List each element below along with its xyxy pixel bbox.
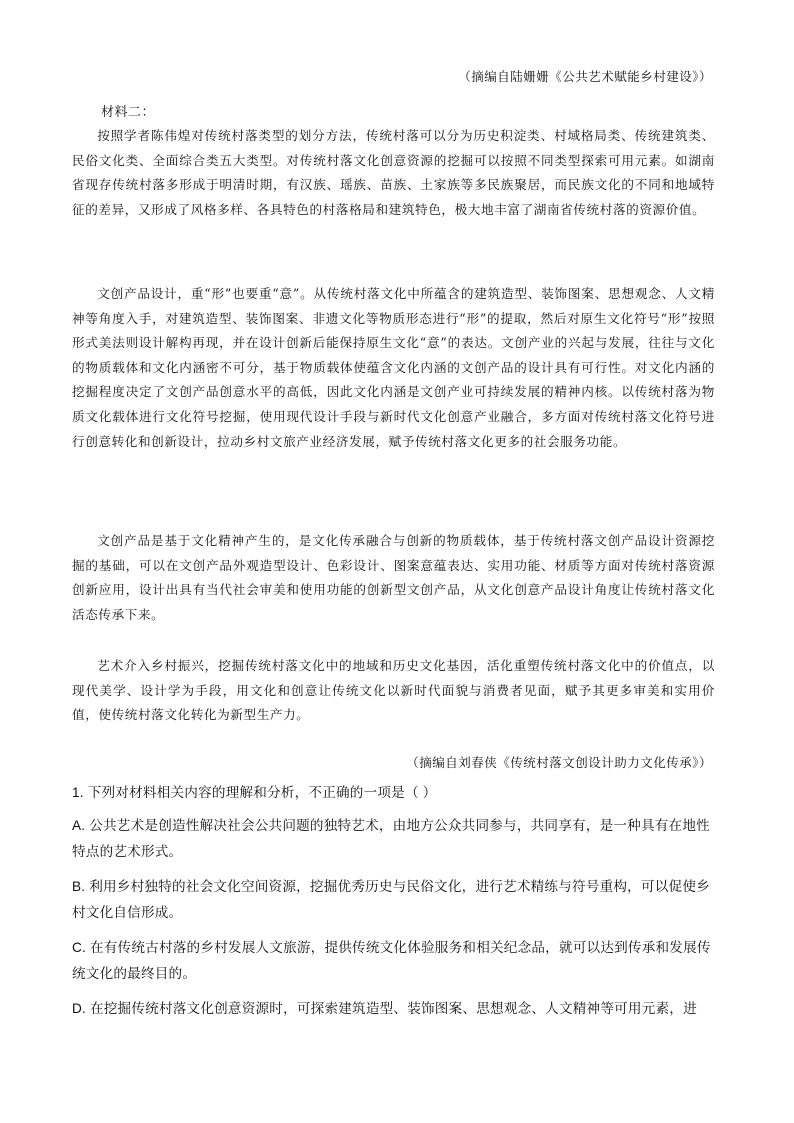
option-d: D. 在挖掘传统村落文化创意资源时，可探索建筑造型、装饰图案、思想观念、人文精神等可用元素，进 bbox=[72, 1001, 697, 1016]
source-citation-2: （摘编自刘春侠《传统村落文创设计助力文化传承》） bbox=[406, 755, 712, 770]
paragraph-1: 按照学者陈伟煌对传统村落类型的划分方法，传统村落可以分为历史积淀类、村域格局类、传统建筑类、民俗文化类、全面综合类五大类型。对传统村落文化创意资源的挖掘可以按照不同类型探索可用元素。如湖南省现存传统村落多形成于明清时期，有汉族、瑶族、苗族、土家族等多民族聚居，而民族文化的不同和地域特征的差异，又形成了风格多样、各具特色的村落格局和建筑特色，极大地丰富了湖南省传统村落的资源价值。 bbox=[72, 128, 715, 217]
source-citation-1: （摘编自陆姗姗《公共艺术赋能乡村建设》） bbox=[458, 69, 712, 84]
paragraph-4: 艺术介入乡村振兴，挖掘传统村落文化中的地域和历史文化基因，活化重塑传统村落文化中的价值点，以现代美学、设计学为手段，用文化和创意让传统文化以新时代面貌与消费者见面，赋予其更多审美和实用价值，使传统村落文化转化为新型生产力。 bbox=[72, 658, 715, 723]
paragraph-2: 文创产品设计，重“形”也要重“意”。从传统村落文化中所蕴含的建筑造型、装饰图案、思想观念、人文精神等角度入手，对建筑造型、装饰图案、非遗文化等物质形态进行“形”的提取，然后对原生文化符号“形”按照形式美法则设计解构再现，并在设计创新后能保持原生文化“意”的表达。文创产业的兴起与发展，往往与文化的物质载体和文化内涵密不可分，基于物质载体使蕴含文化内涵的文创产品的设计具有可行性。对文化内涵的挖掘程度决定了文创产品创意水平的高低，因此文化内涵是文创产业可持续发展的精神内核。以传统村落为物质文化载体进行文化符号挖掘，使用现代设计手段与新时代文化创意产业融合，多方面对传统村落文化符号进行创意转化和创新设计，拉动乡村文旅产业经济发展，赋予传统村落文化更多的社会服务功能。 bbox=[72, 286, 715, 449]
question-stem: 1. 下列对材料相关内容的理解和分析，不正确的一项是（ ） bbox=[72, 785, 437, 800]
option-b: B. 利用乡村独特的社会文化空间资源，挖掘优秀历史与民俗文化，进行艺术精练与符号重构，可以促使乡村文化自信形成。 bbox=[72, 879, 710, 920]
paragraph-3: 文创产品是基于文化精神产生的，是文化传承融合与创新的物质载体，基于传统村落文创产品设计资源挖掘的基础，可以在文创产品外观造型设计、色彩设计、图案意蕴表达、实用功能、材质等方面对传统村落资源创新应用，设计出具有当代社会审美和使用功能的创新型文创产品，从文化创意产品设计角度让传统村落文化活态传承下来。 bbox=[72, 533, 715, 622]
material-2-heading: 材料二： bbox=[101, 105, 156, 120]
option-a: A. 公共艺术是创造性解决社会公共问题的独特艺术，由地方公众共同参与，共同享有，是一种具有在地性特点的艺术形式。 bbox=[72, 818, 710, 859]
option-c: C. 在有传统古村落的乡村发展人文旅游，提供传统文化体验服务和相关纪念品，就可以达到传承和发展传统文化的最终目的。 bbox=[72, 940, 711, 981]
